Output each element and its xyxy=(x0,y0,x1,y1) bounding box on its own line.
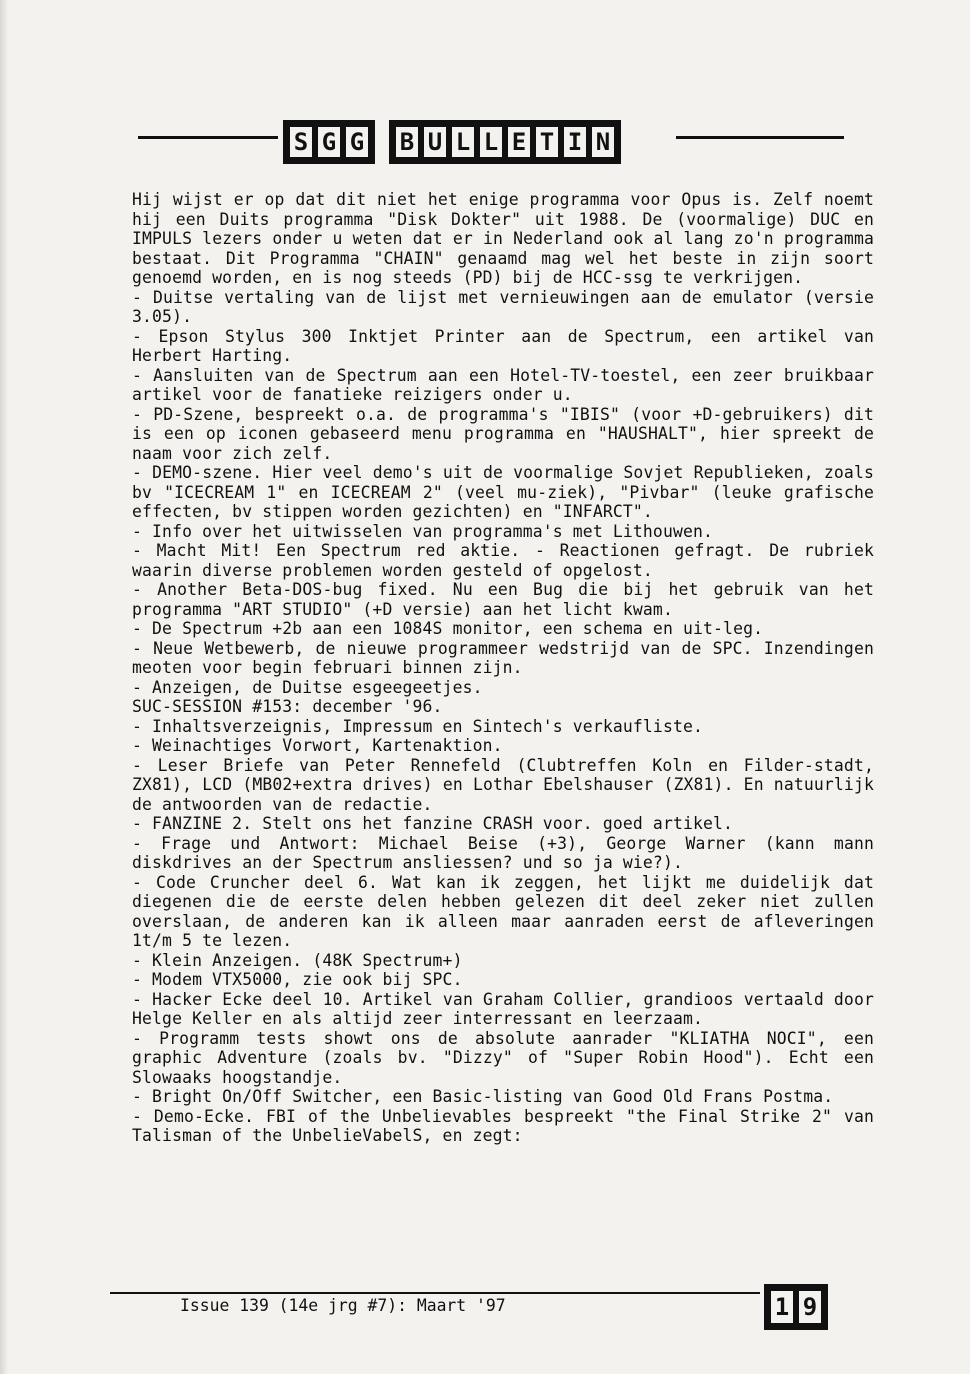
paragraph: - Klein Anzeigen. (48K Spectrum+) xyxy=(132,950,463,970)
paragraph: - Macht Mit! Een Spectrum red aktie. - Reactionen gefragt. De rubriek waarin diverse problemen worden gesteld of opgelost. xyxy=(132,541,874,580)
paragraph: - De Spectrum +2b aan een 1084S monitor, een schema en uit-leg. xyxy=(132,619,764,638)
masthead-rule-left xyxy=(138,136,278,139)
masthead-letter: I xyxy=(562,125,588,159)
page-number xyxy=(764,1284,828,1330)
paragraph: - Duitse vertaling van de lijst met vernieuwingen aan de emulator (versie 3.05). xyxy=(132,287,874,326)
paragraph: - Modem VTX5000, zie ook bij SPC. xyxy=(132,970,463,989)
masthead-letter: E xyxy=(506,125,532,159)
masthead-letter: N xyxy=(590,125,616,159)
masthead-word-bulletin xyxy=(389,120,621,164)
paragraph: - Aansluiten van de Spectrum aan een Hotel-TV-toestel, een zeer bruikbaar artikel voor de fanatieke reizigers onder u. xyxy=(132,365,874,404)
page-digit: 9 xyxy=(797,1289,823,1325)
masthead-letter: T xyxy=(534,125,560,159)
masthead xyxy=(283,120,635,164)
paragraph: - PD-Szene, bespreekt o.a. de programma's "IBIS" (voor +D-gebruikers) dit is een op iconen gebaseerd menu programma en "HAUSHALT", hier spreekt de naam voor zich zelf. xyxy=(132,404,874,463)
paragraph: - Demo-Ecke. FBI of the Unbelievables bespreekt "the Final Strike 2" van Talisman of the UnbelieVabelS, en zegt: xyxy=(132,1106,874,1145)
masthead-word-sgg xyxy=(283,120,375,164)
paragraph: - Epson Stylus 300 Inktjet Printer aan de Spectrum, een artikel van Herbert Harting. xyxy=(132,326,874,365)
masthead-letter: G xyxy=(344,125,370,159)
paragraph: - FANZINE 2. Stelt ons het fanzine CRASH voor. goed artikel. xyxy=(132,814,734,833)
masthead-letter: U xyxy=(422,125,448,159)
paragraph: - Inhaltsverzeignis, Impressum en Sintech's verkaufliste. xyxy=(132,716,704,736)
section-heading: SUC-SESSION #153: december '96. xyxy=(132,697,443,716)
footer-rule xyxy=(110,1292,760,1294)
paragraph: - Frage und Antwort: Michael Beise (+3), George Warner (kann mann diskdrives an der Spectrum ansliessen? und so ja wie?). xyxy=(132,833,874,872)
masthead-letter: L xyxy=(478,125,504,159)
masthead-letter: L xyxy=(450,125,476,159)
binding-edge xyxy=(0,0,8,1374)
paragraph: - DEMO-szene. Hier veel demo's uit de voormalige Sovjet Republieken, zoals bv "ICECREAM 1" en ICECREAM 2" (veel mu-ziek), "Pivbar" (leuke grafische effecten, bv stippen worden gezichten) en "INFARCT". xyxy=(132,463,874,521)
paragraph: - Leser Briefe van Peter Rennefeld (Clubtreffen Koln en Filder-stadt, ZX81), LCD (MB02+extra drives) en Lothar Ebelshauser (ZX81). En natuurlijk de antwoorden van de redactie. xyxy=(132,755,874,814)
paragraph: - Another Beta-DOS-bug fixed. Nu een Bug die bij het gebruik van het programma "ART STUDIO" (+D versie) aan het licht kwam. xyxy=(132,580,874,619)
paragraph: Hij wijst er op dat dit niet het enige programma voor Opus is. Zelf noemt hij een Duits programma "Disk Dokter" uit 1988. De (voormalige) DUC en IMPULS lezers onder u weten dat er in Nederland ook al lang zo'n programma bestaat. Dit Programma "CHAIN" genaamd mag wel het beste in zijn soort genoemd worden, en is nog steeds (PD) bij de HCC-ssg te verkrijgen. xyxy=(132,190,874,287)
masthead-letter: S xyxy=(288,125,314,159)
paragraph: - Programm tests showt ons de absolute aanrader "KLIATHA NOCI", een graphic Adventure (zoals bv. "Dizzy" of "Super Robin Hood"). Echt een Slowaaks hoogstandje. xyxy=(132,1028,874,1087)
paragraph: - Hacker Ecke deel 10. Artikel van Graham Collier, grandioos vertaald door Helge Keller en als altijd zeer interressant en leerzaam. xyxy=(132,989,874,1028)
page-digit: 1 xyxy=(769,1289,795,1325)
issue-line: Issue 139 (14e jrg #7): Maart '97 xyxy=(180,1296,506,1315)
paragraph: - Bright On/Off Switcher, een Basic-listing van Good Old Frans Postma. xyxy=(132,1087,834,1106)
paragraph: - Info over het uitwisselen van programma's met Lithouwen. xyxy=(132,521,714,541)
paragraph: - Weinachtiges Vorwort, Kartenaktion. xyxy=(132,736,503,755)
paragraph: - Anzeigen, de Duitse esgeegeetjes. xyxy=(132,677,483,697)
masthead-rule-right xyxy=(676,136,844,139)
masthead-letter: G xyxy=(316,125,342,159)
paragraph: - Neue Wetbewerb, de nieuwe programmeer wedstrijd van de SPC. Inzendingen meoten voor begin februari binnen zijn. xyxy=(132,638,874,677)
paragraph: - Code Cruncher deel 6. Wat kan ik zeggen, het lijkt me duidelijk dat diegenen die de eerste delen hebben gelezen dit deel zeker niet zullen overslaan, de anderen kan ik alleen maar aanraden eerst de afleveringen 1t/m 5 te lezen. xyxy=(132,872,874,950)
masthead-letter: B xyxy=(394,125,420,159)
article-body xyxy=(132,190,874,1146)
